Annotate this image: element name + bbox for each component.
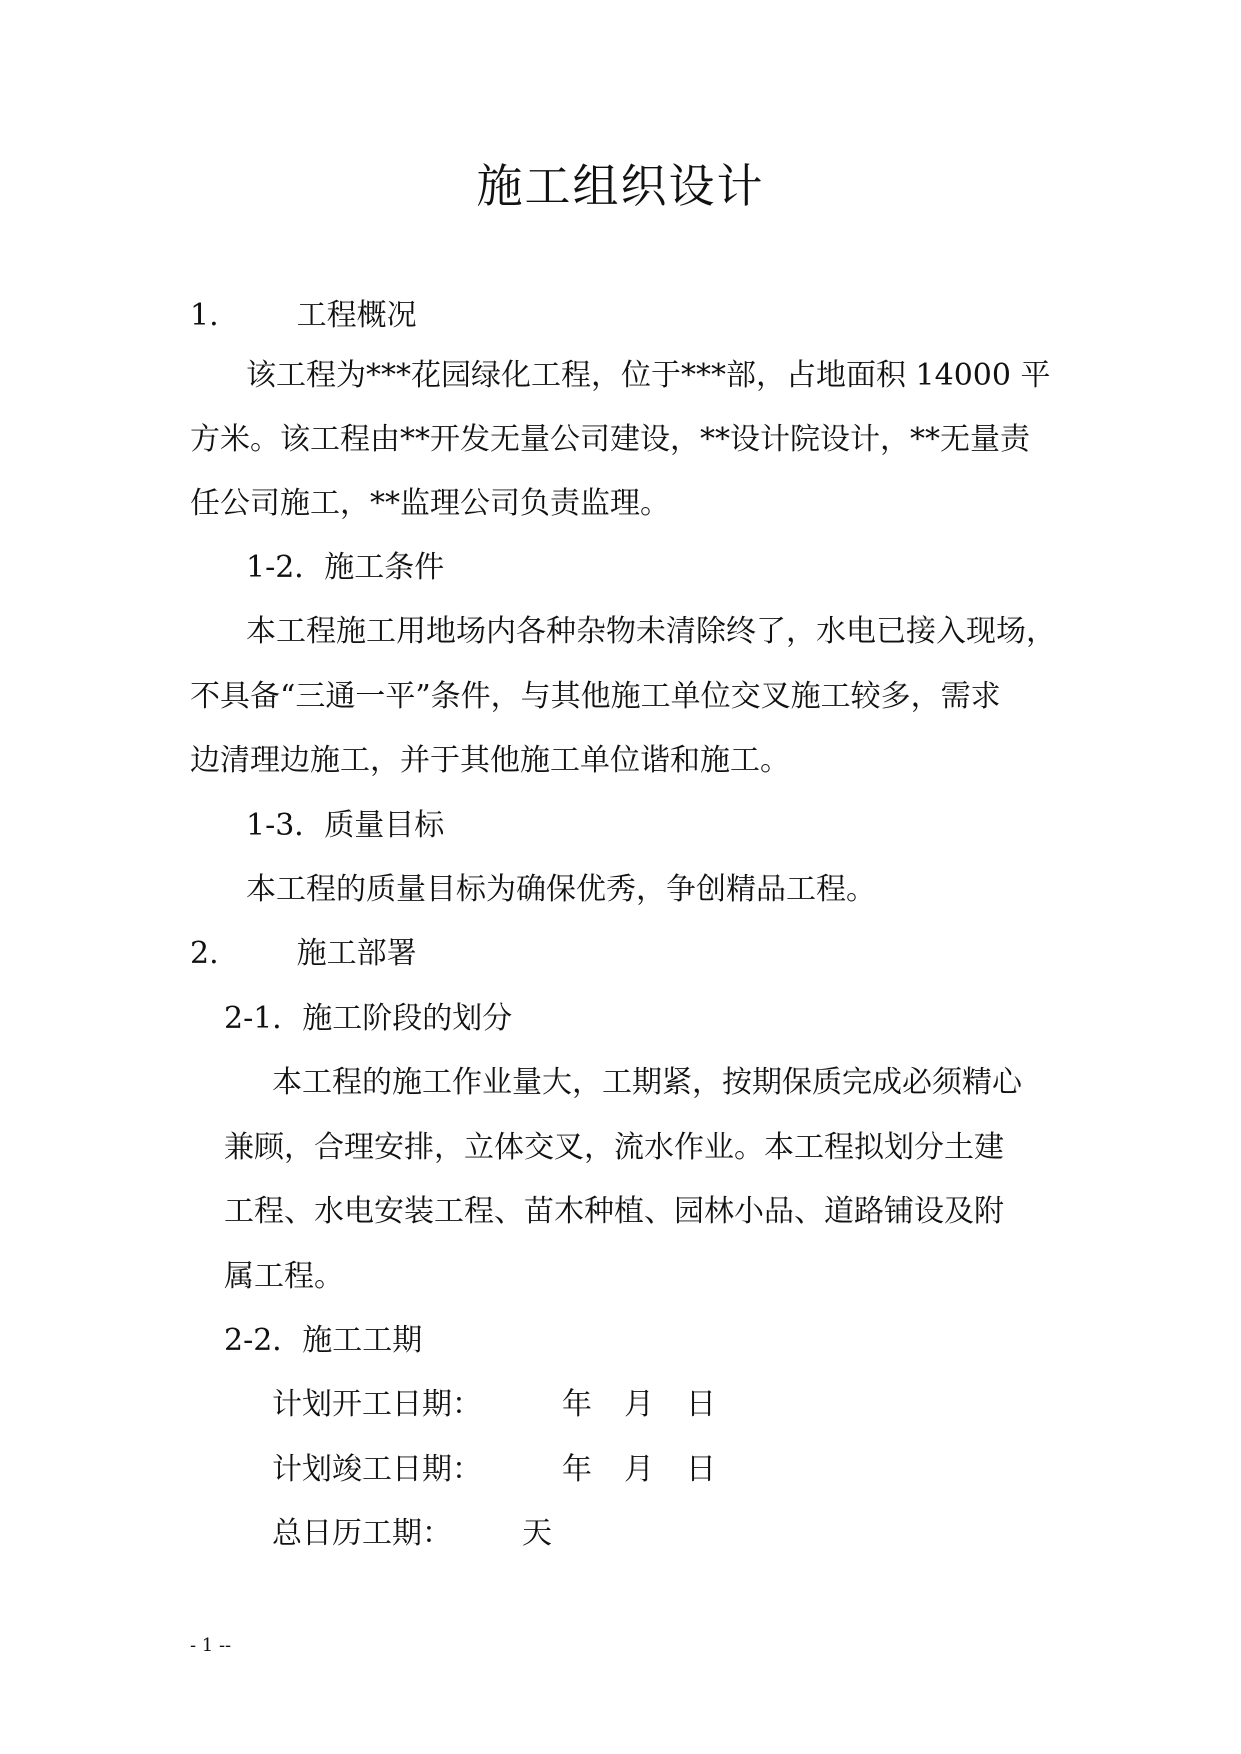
planned-start-date-row [272,1385,716,1425]
paragraph-line: 本工程的施工作业量大，工期紧，按期保质完成必须精心 [272,1065,1022,1100]
page-number: - 1 -- [190,1635,232,1656]
start-date-label: 计划开工日期： [272,1387,482,1422]
paragraph-line: 工程、水电安装工程、苗木种植、园林小品、道路铺设及附 [224,1194,1004,1229]
section-number: 1. [190,298,219,333]
day-unit: 日 [686,1387,716,1422]
planned-end-date-row [272,1450,716,1490]
paragraph-line: 属工程。 [224,1259,344,1294]
subsection-heading: 2-1．施工阶段的划分 [224,1001,513,1036]
end-date-label: 计划竣工日期： [272,1452,482,1487]
paragraph-line: 本工程的质量目标为确保优秀，争创精品工程。 [246,872,876,907]
year-unit: 年 [562,1387,592,1422]
subsection-heading: 1-3．质量目标 [246,808,445,843]
subsection-heading: 1-2．施工条件 [246,550,445,585]
month-unit: 月 [624,1387,654,1422]
paragraph-line: 兼顾，合理安排，立体交叉，流水作业。本工程拟划分土建 [224,1130,1004,1165]
year-unit: 年 [562,1452,592,1487]
month-unit: 月 [624,1452,654,1487]
paragraph-line: 该工程为***花园绿化工程，位于***部，占地面积 14000 平 [246,358,1051,393]
subsection-heading: 2-2．施工工期 [224,1323,423,1358]
paragraph-line: 方米。该工程由**开发无量公司建设，**设计院设计，**无量责 [190,422,1030,457]
section-number: 2. [190,936,219,971]
paragraph-line: 本工程施工用地场内各种杂物未清除终了，水电已接入现场， [246,614,1056,649]
paragraph-line: 任公司施工，**监理公司负责监理。 [190,486,670,521]
day-count-unit: 天 [522,1516,552,1551]
document-title: 施工组织设计 [476,159,765,213]
section-title: 施工部署 [296,936,417,971]
total-duration-label: 总日历工期： [272,1516,452,1551]
paragraph-line: 不具备“三通一平”条件，与其他施工单位交叉施工较多，需求 [190,679,1001,714]
section-title: 工程概况 [296,298,417,333]
paragraph-line: 边清理边施工，并于其他施工单位谐和施工。 [190,743,790,778]
section-heading-1 [190,296,417,336]
day-unit: 日 [686,1452,716,1487]
section-heading-2 [190,934,417,974]
total-duration-row [272,1514,552,1554]
